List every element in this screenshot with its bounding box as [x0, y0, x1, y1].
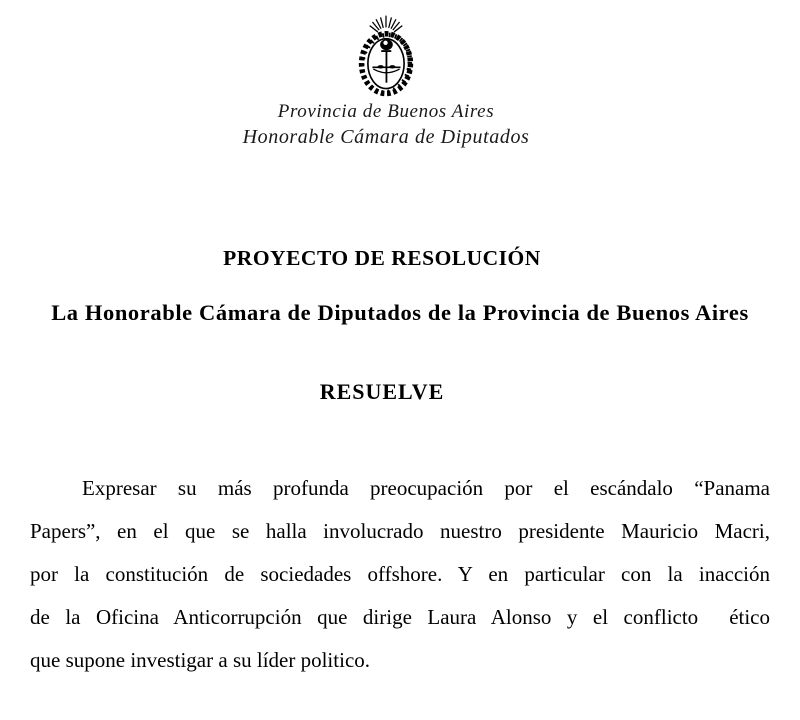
body-paragraph	[30, 467, 770, 682]
document-title: PROYECTO DE RESOLUCIÓN	[223, 246, 541, 270]
paragraph-line: de la Oficina Anticorrupción que dirige Laura Alonso y el conflicto ético	[30, 605, 770, 629]
emblem-wrap	[16, 0, 756, 99]
document-subtitle: La Honorable Cámara de Diputados de la Provincia de Buenos Aires	[51, 300, 749, 325]
section-heading-resuelve: RESUELVE	[319, 379, 445, 404]
paragraph-line: por la constitución de sociedades offshore. Y en particular con la inacción	[30, 562, 770, 586]
letterhead	[16, 0, 756, 150]
paragraph-line: que supone investigar a su líder politico.	[30, 648, 371, 672]
letterhead-chamber-line: Honorable Cámara de Diputados	[242, 126, 530, 148]
sun-rays-icon	[370, 16, 403, 32]
paragraph-line: Expresar su más profunda preocupación por el escándalo “Panama	[82, 476, 770, 500]
paragraph-line: Papers”, en el que se halla involucrado nuestro presidente Mauricio Macri,	[30, 519, 770, 543]
coat-of-arms-emblem	[346, 12, 426, 99]
letterhead-province-line: Provincia de Buenos Aires	[277, 101, 495, 122]
